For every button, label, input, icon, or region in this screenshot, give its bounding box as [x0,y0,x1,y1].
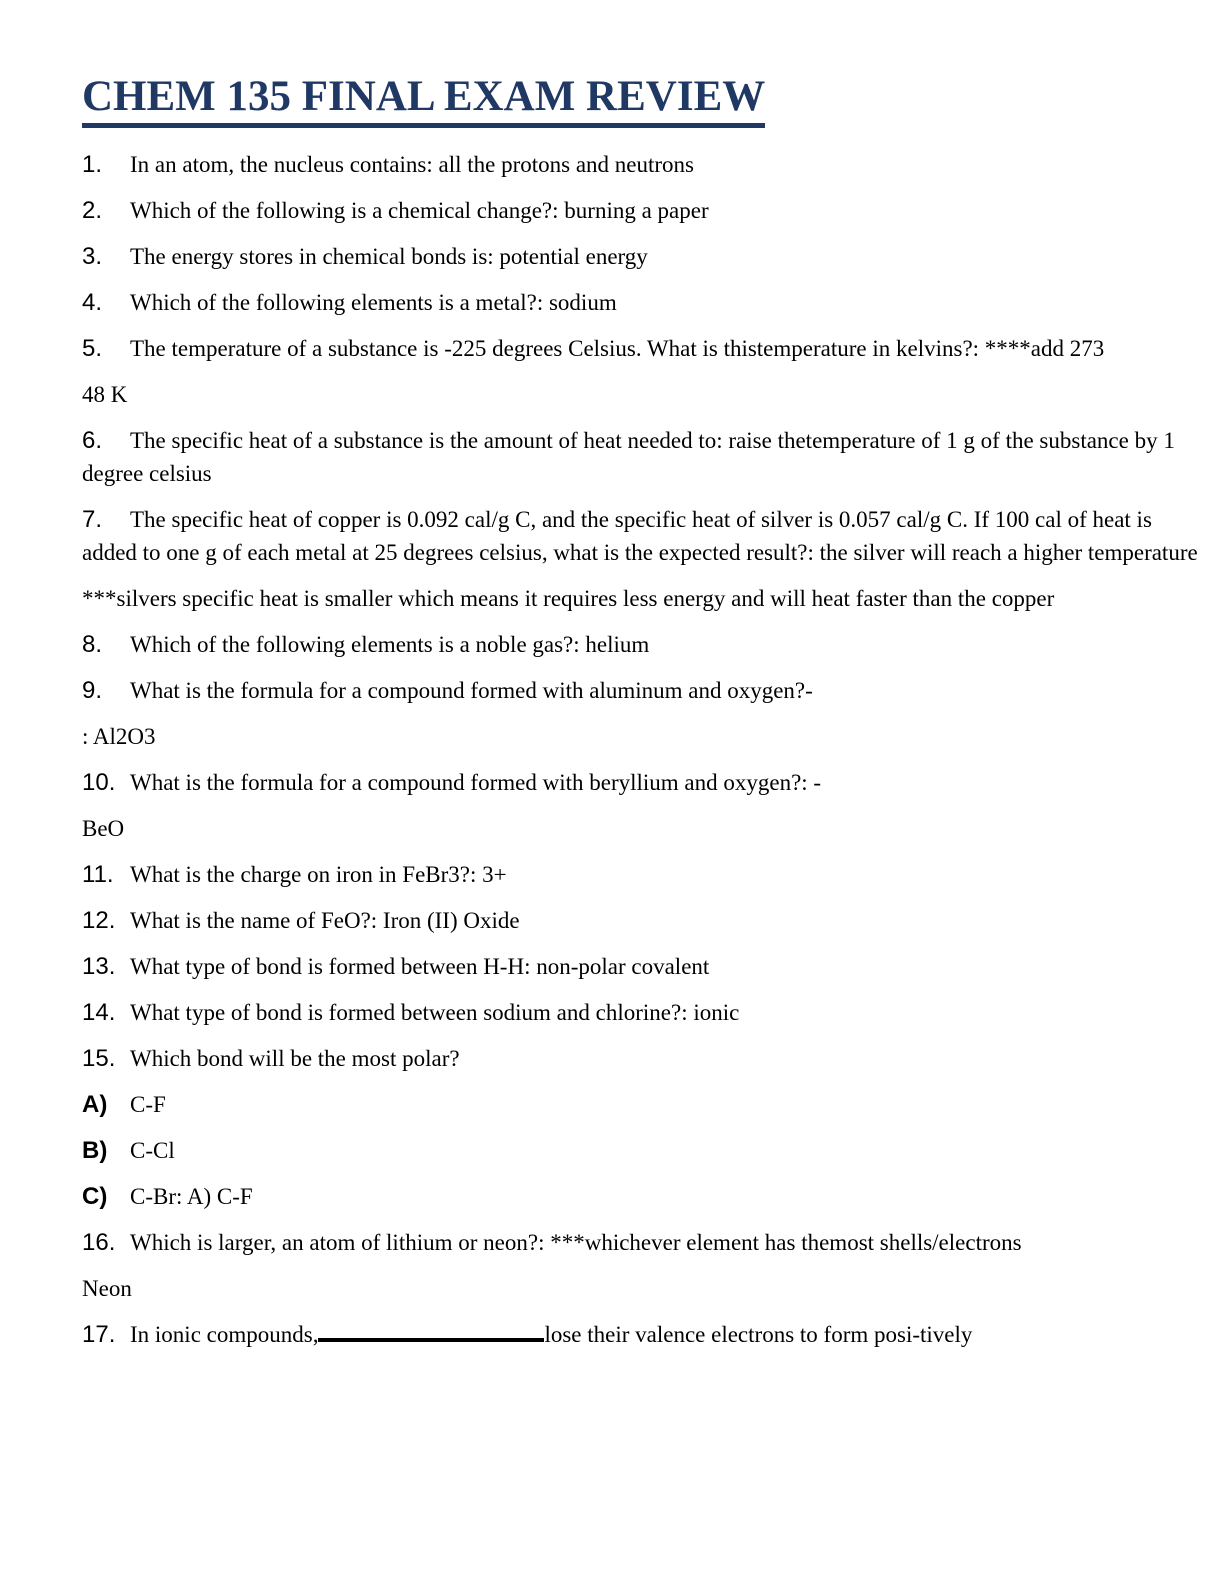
question-number: 16. [82,1229,116,1257]
question-item [82,194,1204,227]
question-item [82,240,1204,273]
question-text: What is the formula for a compound formed with beryllium and oxygen?: - [130,770,822,796]
question-number: 14. [82,999,116,1027]
option-marker: A) [82,1091,108,1119]
answer-line: BeO [82,816,125,842]
question-text: Which of the following is a chemical change?: burning a paper [130,198,709,224]
question-item [82,950,1204,983]
note-line: ***silvers specific heat is smaller which means it requires less energy and will heat faster than the copper [82,586,1055,612]
option-marker: C) [82,1183,108,1211]
question-number: 11. [82,861,114,889]
answer-line: 48 K [82,382,128,408]
question-text: Which of the following elements is a noble gas?: helium [130,632,650,658]
question-text-after-blank: lose their valence electrons to form posi-tively [544,1322,973,1348]
question-item [82,628,1204,661]
option-text: C-F [130,1092,166,1118]
question-number: 1. [82,151,103,179]
question-number: 10. [82,769,116,797]
question-item [82,503,1204,569]
question-number: 8. [82,631,103,659]
question-text: What is the charge on iron in FeBr3?: 3+ [130,862,507,888]
question-text: What is the formula for a compound formed with aluminum and oxygen?- [130,678,813,704]
answer-line: Neon [82,1276,132,1302]
question-text: In an atom, the nucleus contains: all the protons and neutrons [130,152,695,178]
question-number: 15. [82,1045,116,1073]
question-item [82,904,1204,937]
answer-line: : Al2O3 [82,724,156,750]
question-text: Which bond will be the most polar? [130,1046,460,1072]
question-text: The temperature of a substance is -225 degrees Celsius. What is thistemperature in kelvins?: ****add 273 [130,336,1105,362]
question-text: What type of bond is formed between sodium and chlorine?: ionic [130,1000,740,1026]
question-text-before-blank: In ionic compounds, [130,1322,319,1348]
option-text: C-Cl [130,1138,175,1164]
question-number: 17. [82,1321,116,1349]
question-item [82,424,1204,490]
question-number: 12. [82,907,116,935]
fill-in-blank [318,1336,544,1342]
question-number: 5. [82,335,103,363]
question-number: 3. [82,243,103,271]
question-text: The specific heat of copper is 0.092 cal/g C, and the specific heat of silver is 0.057 cal/g C. If 100 cal of heat is added to one g of each metal at 25 degrees celsius, what is the expected result?: the silver will reach a higher temperature [82,507,1198,566]
question-number: 2. [82,197,103,225]
question-item [82,332,1204,365]
question-number: 4. [82,289,103,317]
question-item [82,1226,1204,1259]
question-text: The specific heat of a substance is the amount of heat needed to: raise thetemperature of 1 g of the substance by 1 degree celsius [82,428,1175,487]
option-item [82,1180,1204,1213]
question-number: 6. [82,427,103,455]
question-item [82,766,1204,799]
question-item [82,674,1204,707]
option-item [82,1088,1204,1121]
question-number: 13. [82,953,116,981]
question-item [82,858,1204,891]
question-item [82,148,1204,181]
question-item [82,996,1204,1029]
question-number: 7. [82,506,103,534]
question-item [82,286,1204,319]
question-text: Which of the following elements is a metal?: sodium [130,290,617,316]
question-number: 9. [82,677,103,705]
document-content [82,72,1204,1364]
option-marker: B) [82,1137,108,1165]
question-text: The energy stores in chemical bonds is: potential energy [130,244,648,270]
page-title [82,72,1204,128]
page-title-text: CHEM 135 FINAL EXAM REVIEW [82,72,765,128]
question-item [82,1318,1204,1351]
question-text: What is the name of FeO?: Iron (II) Oxide [130,908,520,934]
question-text: Which is larger, an atom of lithium or neon?: ***whichever element has themost shells/electrons [130,1230,1022,1256]
option-text: C-Br: A) C-F [130,1184,253,1210]
question-text: What type of bond is formed between H-H: non-polar covalent [130,954,710,980]
option-item [82,1134,1204,1167]
question-item [82,1042,1204,1075]
